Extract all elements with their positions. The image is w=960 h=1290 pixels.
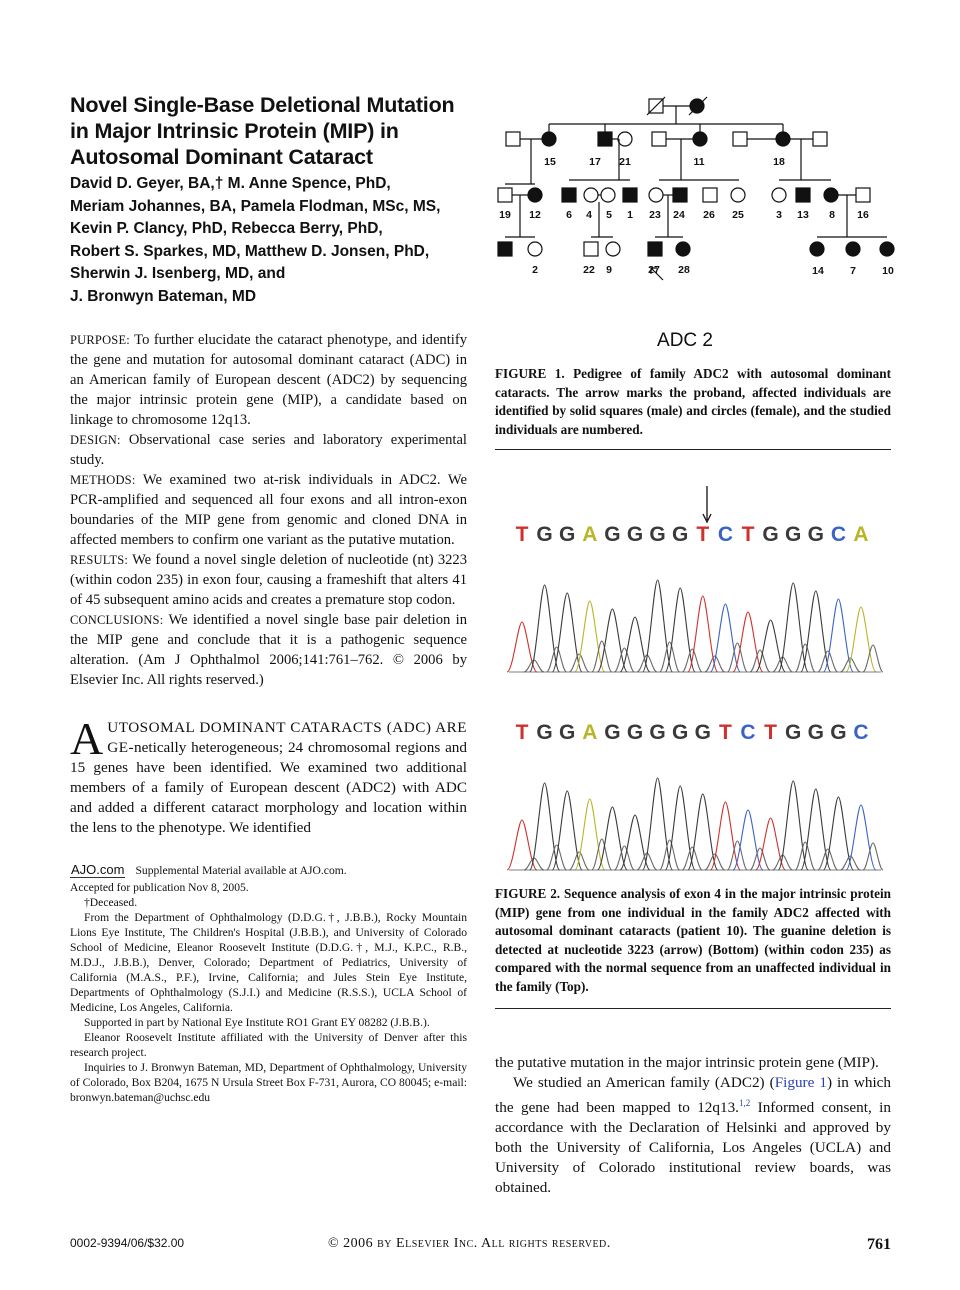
family-paragraph: We studied an American family (ADC2) (Figure 1) in which the gene had been mapped to 12q13.$^{1,2}$ Informed consent, in accordance with the Declaration of Helsinki and approved by both the University of California, Los Angeles (UCLA) and University of Colorado institutional review boards, was obtained. xyxy=(495,1074,891,1197)
eleanor-note: Eleanor Roosevelt Institute affiliated with the University of Denver after this research project. xyxy=(70,1031,467,1059)
pedigree-id-label: 9 xyxy=(606,264,612,276)
trace-peak xyxy=(733,612,763,672)
trace-minor-peak xyxy=(524,858,544,870)
pedigree-id-label: 4 xyxy=(586,209,592,221)
ajo-logo: AJO.com xyxy=(71,862,125,877)
trace-peak xyxy=(665,588,695,672)
base-call-G: G xyxy=(536,721,553,744)
author: Robert S. Sparkes, MD, Matthew D. Jonsen, PhD, xyxy=(70,242,430,260)
base-call-T: T xyxy=(515,523,529,546)
pedigree-id-label: 17 xyxy=(589,156,601,168)
trace-minor-peak xyxy=(524,660,544,672)
base-call-C: C xyxy=(740,721,756,744)
pedigree-id-label: 24 xyxy=(673,209,685,221)
accepted-note: Accepted for publication Nov 8, 2005. xyxy=(70,881,249,894)
pedigree-id-label: 13 xyxy=(797,209,809,221)
copyright: © 2006 by Elsevier Inc. All rights reserved. xyxy=(328,1236,611,1251)
page-number: 761 xyxy=(867,1236,891,1253)
base-call-G: G xyxy=(694,721,711,744)
trace-peak xyxy=(823,599,853,672)
affiliations-note: From the Department of Ophthalmology (D.D.G.†, J.B.B.), Rocky Mountain Lions Eye Institute, The Children's Hospital (J.B.B.), and University of Colorado School of Medicine, Eleanor Roosevelt Institute (D.D.G.†, M.J., K.P.C., R.B., M.D.J., J.B.B.), Denver, Colorado; Department of Pediatrics, University of California (M.A.S., P.F.), Irvine, California; and Jules Stein Eye Institute, Departments of Ophthalmology (S.J.I.) and Medicine (R.S.S.), UCLA School of Medicine, Los Angeles, California. xyxy=(70,911,467,1014)
trace-peak xyxy=(733,810,763,870)
base-call-G: G xyxy=(604,523,621,546)
base-call-T: T xyxy=(696,523,710,546)
intro-smallcaps: UTOSOMAL DOMINANT CATARACTS (ADC) ARE GE- xyxy=(107,719,467,756)
pedigree-id-label: 18 xyxy=(773,156,785,168)
abstract-results: RESULTS: We found a novel single deletion of nucleotide (nt) 3223 (within codon 235) in exon four, causing a frameshift that alters 41 of 45 subsequent amino acids and creates a premature stop codon. xyxy=(70,552,468,608)
trace-peak xyxy=(778,583,808,672)
base-call-A: A xyxy=(582,523,598,546)
trace-peak xyxy=(688,596,718,672)
base-call-C: C xyxy=(830,523,846,546)
abstract-purpose: PURPOSE: To further elucidate the cataract phenotype, and identify the gene and mutation for autosomal dominant cataract (ADC) in an American family of European descent (ADC2) by sequencing the major intrinsic protein gene (MIP), a candidate based on linkage to chromosome 12q13. xyxy=(70,332,467,428)
right-body-text xyxy=(495,1053,891,1198)
trace-peak xyxy=(530,585,560,672)
base-call-G: G xyxy=(604,721,621,744)
pedigree-id-label: 3 xyxy=(776,209,782,221)
pedigree-id-label: 6 xyxy=(566,209,572,221)
base-call-G: G xyxy=(785,721,802,744)
trace-peak xyxy=(710,802,740,870)
trace-peak xyxy=(643,580,673,672)
abstract xyxy=(70,330,467,690)
pedigree-id-label: 26 xyxy=(703,209,715,221)
trace-peak xyxy=(575,601,605,672)
author: Sherwin J. Isenberg, MD, and xyxy=(70,265,286,282)
figure-1 xyxy=(495,92,894,450)
journal-code: 0002-9394/06/$32.00 xyxy=(70,1236,185,1250)
base-call-G: G xyxy=(649,523,666,546)
base-call-G: G xyxy=(626,523,644,546)
intro-text: netically heterogeneous; 24 chromosomal regions and 15 genes have been identified. We examined two additional members of a family of European descent (ADC2) with ADC and added a different cataract morphology and location within the lens to the phenotype. We identified xyxy=(70,739,467,836)
inquiries-note: Inquiries to J. Bronwyn Bateman, MD, Department of Ophthalmology, University of Colorado, Box B204, 1675 N Ursula Street Box F-731, Aurora, CO 80045; e-mail: bronwyn.bateman@uchsc.edu xyxy=(70,1061,467,1104)
figure-2 xyxy=(495,484,891,1009)
pedigree-id-label: 16 xyxy=(857,209,869,221)
base-call-G: G xyxy=(559,523,576,546)
base-call-G: G xyxy=(649,721,666,744)
pedigree-id-label: 10 xyxy=(882,265,894,277)
figure-2-rule xyxy=(495,1008,891,1009)
base-call-T: T xyxy=(764,721,778,744)
article-title: Novel Single-Base Deletional Mutation in Major Intrinsic Protein (MIP) in Autosomal Dominant Cataract xyxy=(70,93,455,169)
author: Kevin P. Clancy, PhD, Rebecca Berry, PhD, xyxy=(70,220,383,237)
author-list xyxy=(70,173,467,308)
intro-paragraph xyxy=(70,713,467,838)
footnotes xyxy=(70,862,467,1105)
pedigree-chart xyxy=(495,92,894,354)
abstract-methods: METHODS: We examined two at-risk individuals in ADC2. We PCR-amplified and sequenced all four exons and all intron-exon boundaries of the MIP gene from genomic and cloned DNA in affected members to confirm one variant as the putative mutation. xyxy=(70,472,467,548)
page-footer xyxy=(70,1236,891,1256)
figure-1-link[interactable]: Figure 1 xyxy=(774,1074,827,1091)
drop-cap: A xyxy=(70,713,104,764)
pedigree-label: ADC 2 xyxy=(657,330,713,351)
pedigree-female-affected xyxy=(690,99,704,113)
pedigree-id-label: 19 xyxy=(499,209,511,221)
pedigree-id-label: 1 xyxy=(627,209,633,221)
supplemental-note: Supplemental Material available at AJO.com. xyxy=(135,864,347,877)
base-call-G: G xyxy=(807,721,824,744)
pedigree-id-label: 5 xyxy=(606,209,612,221)
pedigree-id-label: 21 xyxy=(619,156,631,168)
author: David D. Geyer, BA,† M. Anne Spence, PhD, xyxy=(70,175,391,192)
trace-peak xyxy=(710,604,740,672)
trace-peak xyxy=(688,794,718,870)
base-call-G: G xyxy=(626,721,644,744)
pedigree-id-label: 14 xyxy=(812,265,824,277)
pedigree-id-label: 22 xyxy=(583,264,595,276)
trace-peak xyxy=(530,783,560,870)
supplemental-line xyxy=(70,862,467,878)
pedigree-id-label: 12 xyxy=(529,209,541,221)
base-call-G: G xyxy=(762,523,779,546)
trace-peak xyxy=(643,778,673,870)
trace-peak xyxy=(846,805,876,870)
deceased-note: †Deceased. xyxy=(84,896,138,909)
base-call-G: G xyxy=(559,721,576,744)
base-call-T: T xyxy=(718,721,732,744)
figure-1-rule xyxy=(495,449,891,450)
trace-peak xyxy=(552,593,582,672)
abstract-conclusions: CONCLUSIONS: We identified a novel single base pair deletion in the MIP gene and conclude that it is a pathogenic sequence alteration. (Am J Ophthalmol 2006;141:761–762. © 2006 by Elsevier Inc. All rights reserved.) xyxy=(70,612,468,688)
pedigree-id-label: 28 xyxy=(678,264,690,276)
pedigree-id-label: 11 xyxy=(693,156,705,168)
base-call-A: A xyxy=(853,523,869,546)
base-call-T: T xyxy=(515,721,529,744)
trace-peak xyxy=(801,789,831,870)
trace-peak xyxy=(778,781,808,870)
pedigree-id-label: 2 xyxy=(532,264,538,276)
base-call-C: C xyxy=(853,721,869,744)
base-call-T: T xyxy=(741,523,755,546)
base-call-G: G xyxy=(830,721,847,744)
continued-paragraph: the putative mutation in the major intrinsic protein gene (MIP). xyxy=(495,1054,879,1071)
figure-2-caption: FIGURE 2. Sequence analysis of exon 4 in the major intrinsic protein (MIP) gene from one individual in the family ADC2 affected with autosomal dominant cataracts (patient 10). The guanine deletion is detected at nucleotide 3223 (arrow) (Bottom) (within codon 235) as compared with the normal sequence from an unaffected individual in the family (Top). xyxy=(495,886,891,994)
trace-peak xyxy=(575,799,605,870)
pedigree-id-label: 27 xyxy=(648,264,660,276)
trace-peak xyxy=(552,791,582,870)
base-call-G: G xyxy=(672,721,689,744)
reference-link[interactable]: 1,2 xyxy=(738,1098,751,1108)
pedigree-id-label: 23 xyxy=(649,209,661,221)
pedigree-id-label: 8 xyxy=(829,209,835,221)
pedigree-id-label: 25 xyxy=(732,209,744,221)
author: Meriam Johannes, BA, Pamela Flodman, MSc, MS, xyxy=(70,197,441,215)
trace-peak xyxy=(823,797,853,870)
base-call-G: G xyxy=(807,523,824,546)
base-call-A: A xyxy=(582,721,598,744)
abstract-design: DESIGN: Observational case series and laboratory experimental study. xyxy=(70,432,467,468)
trace-peak xyxy=(665,786,695,870)
figure-1-caption: FIGURE 1. Pedigree of family ADC2 with autosomal dominant cataracts. The arrow marks the proband, affected individuals are identified by solid squares (male) and circles (female), and the studied individuals are numbered. xyxy=(495,366,891,437)
base-call-C: C xyxy=(717,523,733,546)
base-call-G: G xyxy=(536,523,553,546)
sequence-chromatogram xyxy=(495,484,891,874)
support-note: Supported in part by National Eye Institute RO1 Grant EY 08282 (J.B.B.). xyxy=(84,1016,430,1029)
author: J. Bronwyn Bateman, MD xyxy=(70,287,257,305)
base-call-G: G xyxy=(785,523,802,546)
trace-peak xyxy=(801,591,831,672)
pedigree-id-label: 7 xyxy=(850,265,856,277)
base-call-G: G xyxy=(672,523,689,546)
pedigree-id-label: 15 xyxy=(544,156,556,168)
trace-peak xyxy=(846,607,876,672)
left-column xyxy=(70,92,467,1105)
